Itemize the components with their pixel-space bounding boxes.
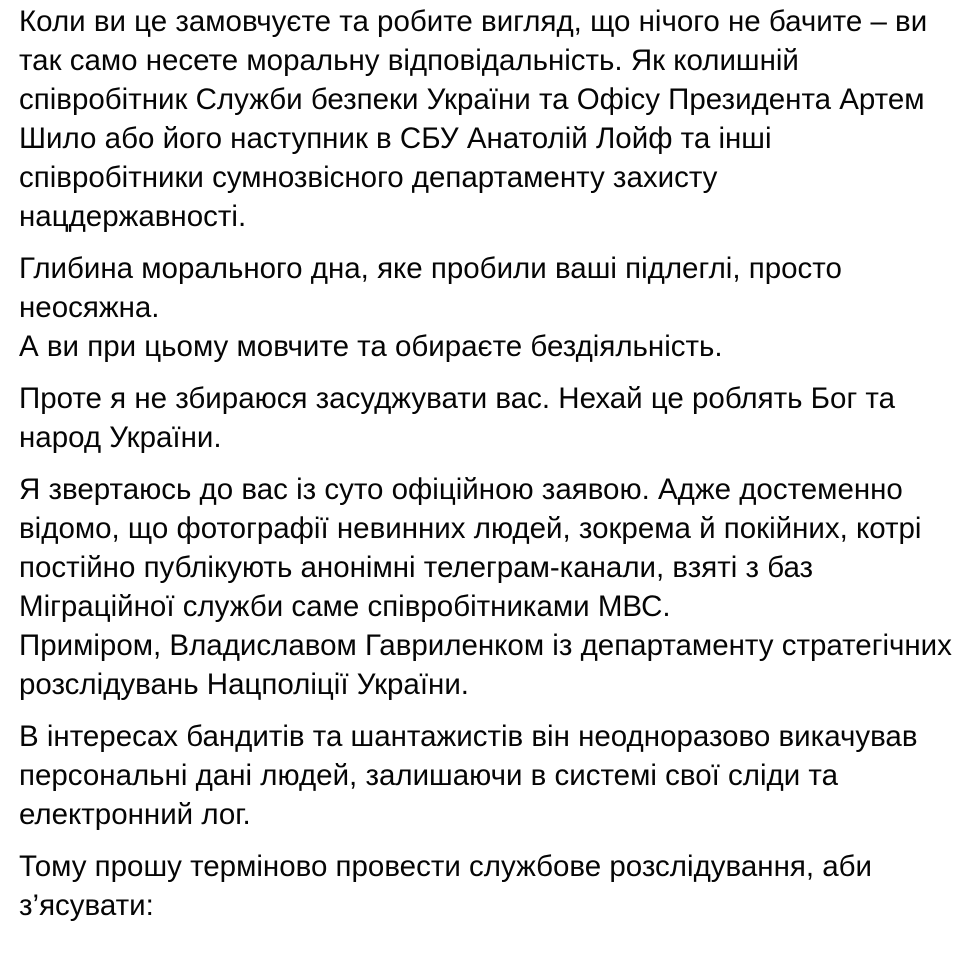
text-line: Глибина морального дна, яке пробили ваші підлеглі, просто — [19, 252, 842, 285]
paragraph-3 — [19, 379, 969, 457]
text-line: постійно публікують анонімні телеграм-канали, взяті з баз — [19, 551, 814, 584]
text-line: Тому прошу терміново провести службове розслідування, аби — [19, 850, 873, 883]
text-line: неосяжна. — [19, 291, 160, 324]
text-line: Коли ви це замовчуєте та робите вигляд, що нічого не бачите – ви — [19, 5, 928, 38]
text-line: народ України. — [19, 421, 222, 454]
text-line: електронний лог. — [19, 798, 251, 831]
text-line: співробітники сумнозвісного департаменту захисту — [19, 161, 718, 194]
text-line: відомо, що фотографії невинних людей, зокрема й покійних, котрі — [19, 512, 922, 545]
text-line: нацдержавності. — [19, 200, 247, 233]
paragraph-6 — [19, 847, 969, 925]
post-body — [19, 0, 969, 938]
paragraph-5 — [19, 717, 969, 834]
text-line: Міграційної служби саме співробітниками МВС. — [19, 590, 671, 623]
text-line: співробітник Служби безпеки України та Офісу Президента Артем — [19, 83, 925, 116]
text-line: так само несете моральну відповідальність. Як колишній — [19, 44, 799, 77]
text-line: Шило або його наступник в СБУ Анатолій Лойф та інші — [19, 122, 772, 155]
paragraph-4 — [19, 470, 969, 704]
text-line: розслідувань Нацполіції України. — [19, 668, 470, 701]
paragraph-2 — [19, 249, 969, 366]
text-line: персональні дані людей, залишаючи в системі свої сліди та — [19, 759, 838, 792]
text-line: з’ясувати: — [19, 889, 154, 922]
paragraph-1 — [19, 2, 969, 236]
text-line: Я звертаюсь до вас із суто офіційною заявою. Адже достеменно — [19, 473, 903, 506]
text-line: В інтересах бандитів та шантажистів він неодноразово викачував — [19, 720, 918, 753]
text-line: Проте я не збираюся засуджувати вас. Нехай це роблять Бог та — [19, 382, 895, 415]
text-line: А ви при цьому мовчите та обираєте бездіяльність. — [19, 330, 723, 363]
text-line: Приміром, Владиславом Гавриленком із департаменту стратегічних — [19, 629, 952, 662]
